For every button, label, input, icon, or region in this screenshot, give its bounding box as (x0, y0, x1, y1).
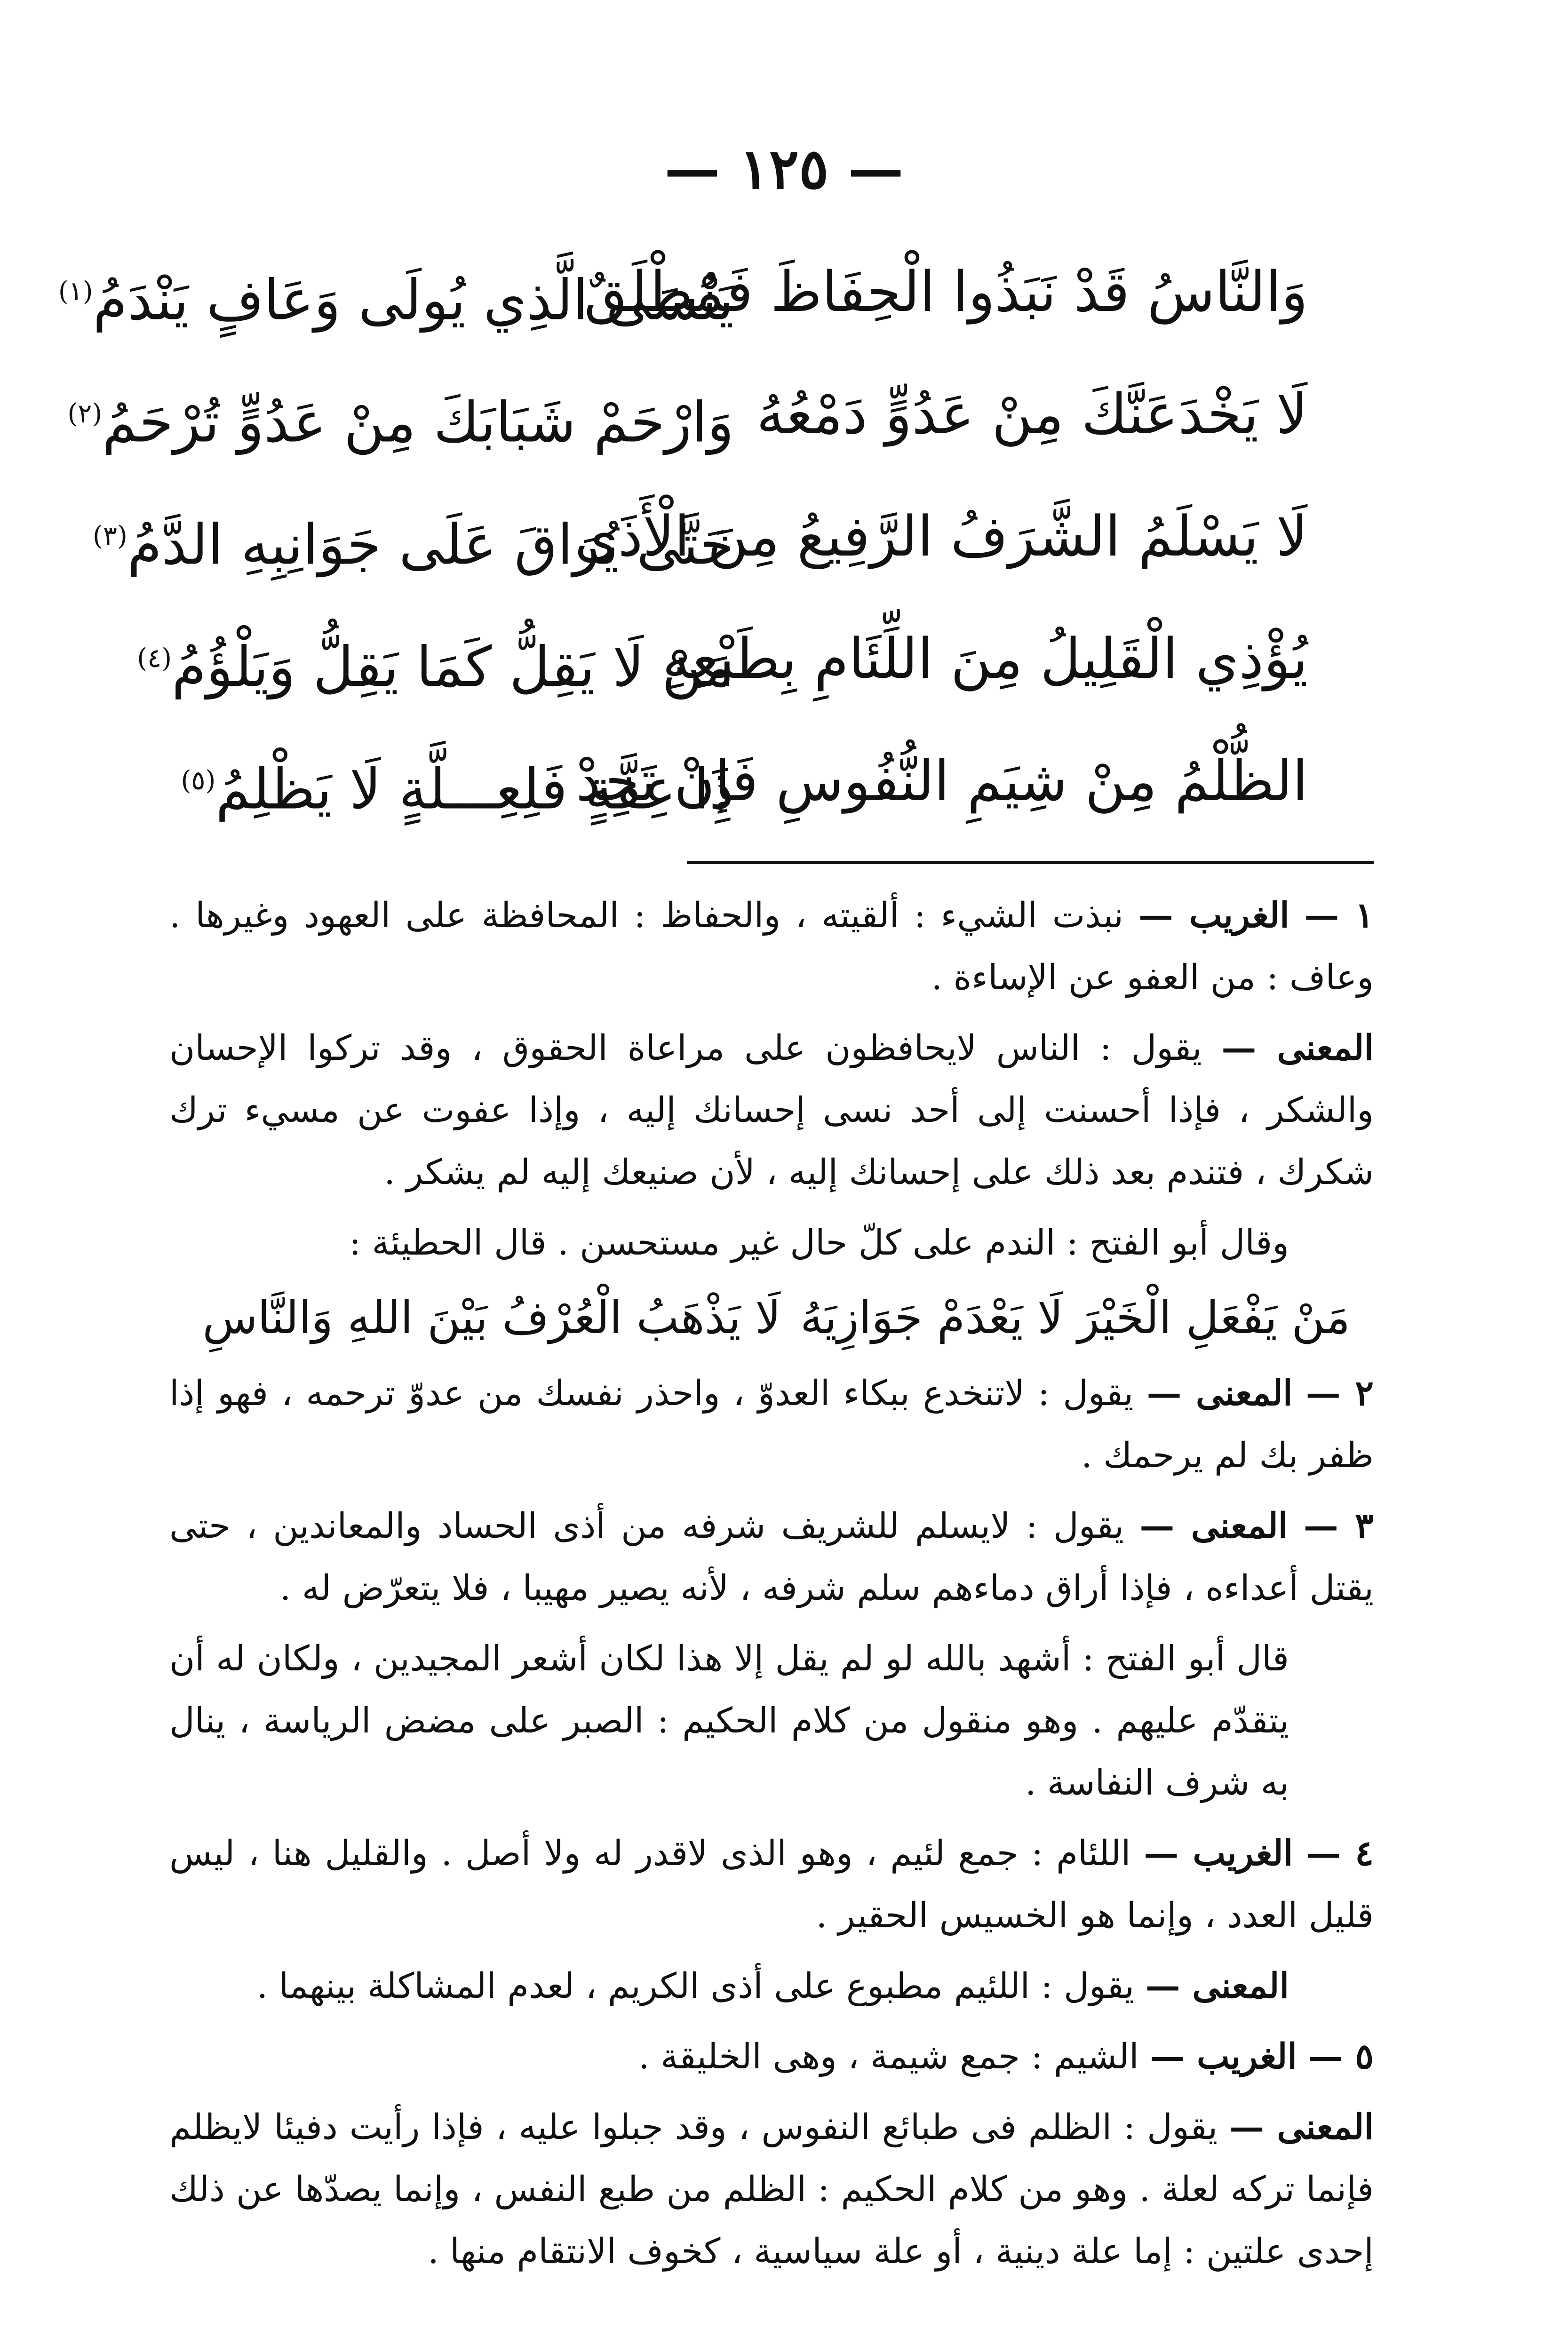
footnote-1-commentary: وقال أبو الفتح : الندم على كلّ حال غير مستحسن . قال الحطيئة : (349, 1223, 1289, 1263)
footnote-label: المعنى — (1221, 1028, 1374, 1068)
footnote-number: ١ — (1304, 895, 1374, 936)
footnote-1-meaning (169, 1017, 1374, 1203)
verse-second-hemistich (179, 734, 734, 836)
footnote-marker: (١) (58, 276, 93, 307)
footnote-label: المعنى — (1146, 1373, 1293, 1414)
footnote-marker: (٥) (181, 765, 216, 796)
footnote-text: اللئام : جمع لئيم ، وهو الذى لاقدر له ولا أصل . والقليل هنا ، ليس قليل العدد ، وإنما هو الخسيس الحقير . (169, 1833, 1374, 1936)
verse-second-text: حَتَّى يُرَاقَ عَلَى جَوَانِبِهِ الدَّمُ (127, 512, 734, 577)
verse-second-hemistich (67, 367, 734, 469)
verse-2 (67, 367, 1308, 489)
verse-second-text: مَنْ لَا يَقِلُّ كَمَا يَقِلُّ وَيَلْؤُمُ (172, 634, 734, 699)
footnote-3-commentary: قال أبو الفتح : أشهد بالله لو لم يقل إلا هذا لكان أشعر المجيدين ، ولكان له أن يتقدّم عليهم . وهو منقول من كلام الحكيم : الصبر على مضض الرياسة ، ينال به شرف النفاسة . (169, 1638, 1289, 1803)
footnote-4-meaning (169, 1955, 1374, 2017)
verse-5 (179, 734, 1308, 856)
verse-second-hemistich (137, 612, 734, 714)
verse-first-hemistich: يُؤْذِي الْقَلِيلُ مِنَ اللِّئَامِ بِطَبْعِهِ (662, 626, 1308, 691)
verse-first-hemistich: لَا يَخْدَعَنَّكَ مِنْ عَدُوٍّ دَمْعُهُ (756, 381, 1308, 446)
quoted-verse-first: مَنْ يَفْعَلِ الْخَيْرَ لَا يَعْدَمْ جَوَازِيَهُ (800, 1291, 1350, 1344)
footnote-label: الغريب — (1150, 2036, 1297, 2077)
footnote-label: المعنى — (1145, 1966, 1289, 2006)
footnote-text: يقول : الناس لايحافظون على مراعاة الحقوق ، وقد تركوا الإحسان والشكر ، فإذا أحسنت إلى أحد نسى إحسانك إليه ، وإذا عفوت عن مسيء ترك شكرك ، فتندم بعد ذلك على إحسانك إليه ، لأن صنيعك إليه لم يشكر . (169, 1028, 1374, 1192)
verse-3 (93, 489, 1308, 612)
footnote-label: الغريب — (1138, 895, 1289, 936)
footnote-3 (169, 1495, 1374, 1619)
verse-first-hemistich: لَا يَسْلَمُ الشَّرَفُ الرَّفِيعُ مِنَ الْأَذَى (574, 504, 1308, 569)
footnote-marker: (٣) (93, 521, 127, 551)
footnote-text: يقول : لايسلم للشريف شرفه من أذى الحساد والمعاندين ، حتى يقتل أعداءه ، فإذا أراق دماءهم سلم شرفه ، لأنه يصير مهيبا ، فلا يتعرّض له . (169, 1506, 1374, 1608)
verse-second-text: يَنْسَى الَّذِي يُولَى وَعَافٍ يَنْدَمُ (93, 267, 734, 333)
verse-second-hemistich (93, 489, 734, 591)
footnote-text: الشيم : جمع شيمة ، وهى الخليقة . (638, 2036, 1139, 2077)
footnote-4-vocabulary (169, 1822, 1374, 1947)
footnote-text: نبذت الشيء : ألقيته ، والحفاظ : المحافظة على العهود وغيرها . وعاف : من العفو عن الإساءة . (169, 895, 1374, 998)
verse-4 (137, 612, 1308, 734)
footnote-1-vocabulary (169, 884, 1374, 1009)
footnote-label: المعنى — (1139, 1506, 1288, 1546)
footnote-label: المعنى — (1229, 2107, 1374, 2147)
footnote-number: ٤ — (1306, 1833, 1374, 1874)
footnote-5-meaning (169, 2096, 1374, 2282)
quoted-verse-hutayah (169, 1282, 1374, 1358)
verse-second-text: ذَا عِفَّةٍ فَلِعِـــلَّةٍ لَا يَظْلِمُ (215, 756, 734, 822)
poem-verses (58, 245, 1308, 856)
verse-second-text: وَارْحَمْ شَبَابَكَ مِنْ عَدُوٍّ تُرْحَمُ (102, 389, 734, 455)
quoted-verse-second: لَا يَذْهَبُ الْعُرْفُ بَيْنَ اللهِ وَالنَّاسِ (202, 1291, 781, 1344)
page-number: — ١٢٥ — (664, 136, 904, 201)
footnote-number: ٣ — (1303, 1506, 1374, 1546)
verse-second-hemistich (58, 245, 734, 347)
footnote-number: ٢ — (1305, 1373, 1374, 1414)
footnote-5-vocabulary (169, 2026, 1374, 2088)
footnote-label: الغريب — (1144, 1833, 1293, 1874)
footnote-marker: (٤) (137, 643, 172, 674)
footnote-number: ٥ — (1308, 2036, 1374, 2077)
footnote-2 (169, 1362, 1374, 1486)
verse-1 (58, 245, 1308, 367)
footnote-text: يقول : لاتنخدع ببكاء العدوّ ، واحذر نفسك من عدوّ ترحمه ، فهو إذا ظفر بك لم يرحمك . (169, 1373, 1374, 1476)
footnotes (169, 884, 1374, 2291)
footnote-text: يقول : الظلم فى طبائع النفوس ، وقد جبلوا عليه ، فإذا رأيت دفيئا لايظلم فإنما تركه لعلة . وهو من كلام الحكيم : الظلم من طبع النفس ، وإنما يصدّها عن ذلك إحدى علتين : إما علة دينية ، أو علة سياسية ، كخوف الانتقام منها . (169, 2107, 1374, 2272)
footnote-text: يقول : اللئيم مطبوع على أذى الكريم ، لعدم المشاكلة بينهما . (256, 1966, 1135, 2006)
footnote-marker: (٢) (67, 398, 103, 429)
verse-first-hemistich: وَالنَّاسُ قَدْ نَبَذُوا الْحِفَاظَ فَمُطْلَقٌ (584, 259, 1308, 324)
verse-first-hemistich: الظُّلْمُ مِنْ شِيَمِ النُّفُوسِ فَإِنْ تَجِدْ (576, 748, 1308, 813)
footnote-divider (687, 861, 1374, 864)
